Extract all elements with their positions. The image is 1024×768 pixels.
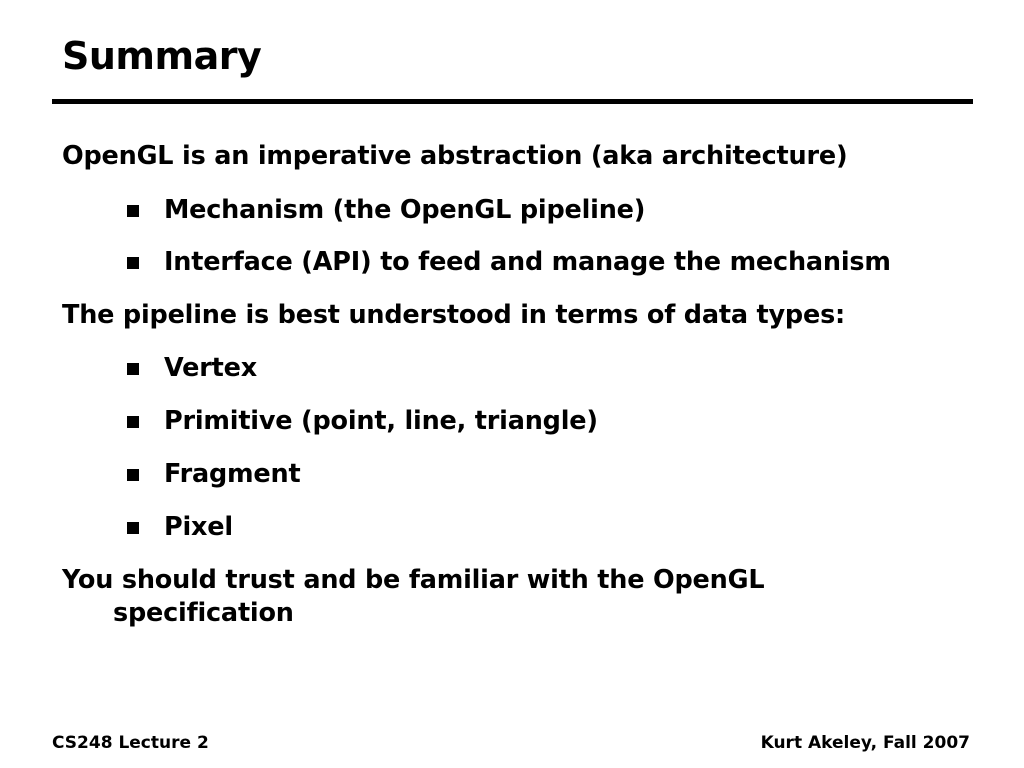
square-bullet-icon [127, 205, 139, 217]
main-point-3-continuation: specification [113, 598, 294, 628]
sub-bullet-label: Primitive (point, line, triangle) [164, 406, 598, 436]
sub-bullet-label: Pixel [164, 512, 233, 542]
footer-course: CS248 Lecture 2 [52, 733, 209, 753]
sub-bullet-label: Fragment [164, 459, 301, 489]
main-point-1: OpenGL is an imperative abstraction (aka architecture) [62, 141, 848, 171]
main-point-3: You should trust and be familiar with the OpenGL [62, 565, 765, 595]
square-bullet-icon [127, 257, 139, 269]
square-bullet-icon [127, 416, 139, 428]
square-bullet-icon [127, 469, 139, 481]
sub-bullet-label: Interface (API) to feed and manage the mechanism [164, 247, 891, 277]
square-bullet-icon [127, 522, 139, 534]
sub-bullet-label: Mechanism (the OpenGL pipeline) [164, 195, 646, 225]
title-underline [52, 99, 973, 104]
main-point-2: The pipeline is best understood in terms of data types: [62, 300, 846, 330]
sub-bullet-label: Vertex [164, 353, 257, 383]
slide-title: Summary [62, 34, 262, 78]
footer-author: Kurt Akeley, Fall 2007 [760, 733, 970, 753]
square-bullet-icon [127, 363, 139, 375]
